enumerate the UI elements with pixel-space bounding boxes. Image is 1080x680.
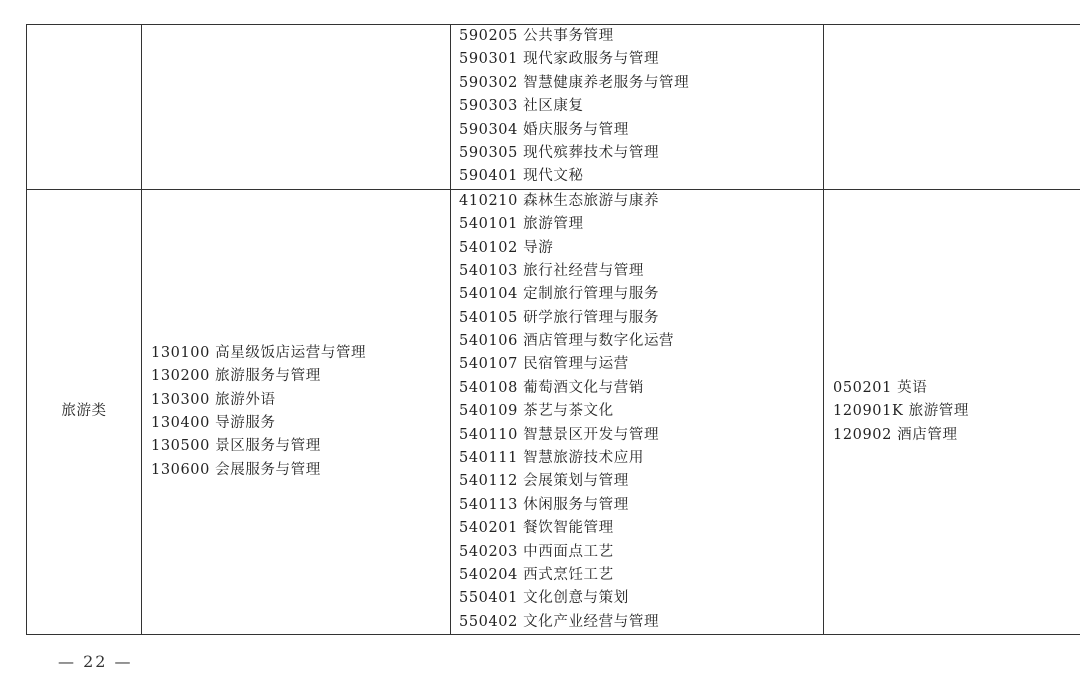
list-item: 590301 现代家政服务与管理: [459, 51, 660, 68]
category-cell: [27, 25, 142, 190]
list-item: 590305 现代殡葬技术与管理: [459, 144, 660, 161]
list-item: 540203 中西面点工艺: [459, 543, 614, 560]
list-item: 590303 社区康复: [459, 98, 584, 115]
table-row: [27, 25, 1080, 190]
table-row: [27, 189, 1080, 634]
list-item: 540101 旅游管理: [459, 216, 584, 233]
list-item: 540108 葡萄酒文化与营销: [459, 379, 644, 396]
list-item: 130200 旅游服务与管理: [151, 368, 321, 385]
list-item: 590304 婚庆服务与管理: [459, 121, 629, 138]
list-item: 540107 民宿管理与运营: [459, 356, 629, 373]
list-item: 540112 会展策划与管理: [459, 473, 629, 490]
list-item: 540109 茶艺与茶文化: [459, 403, 614, 420]
undergraduate-majors-cell: [824, 25, 1080, 190]
secondary-majors-cell: [142, 189, 451, 634]
secondary-majors-cell: [142, 25, 451, 190]
list-item: 540105 研学旅行管理与服务: [459, 309, 660, 326]
list-item: 550401 文化创意与策划: [459, 590, 629, 607]
higher-vocational-majors-cell: [451, 189, 824, 634]
list-item: 130400 导游服务: [151, 414, 276, 431]
list-item: 130600 会展服务与管理: [151, 461, 321, 478]
category-cell: [27, 189, 142, 634]
major-catalog-table: [26, 24, 1080, 635]
list-item: 410210 森林生态旅游与康养: [459, 192, 660, 209]
list-item: 540204 西式烹饪工艺: [459, 566, 614, 583]
list-item: 590401 现代文秘: [459, 168, 584, 185]
list-item: 120901K 旅游管理: [833, 403, 969, 420]
list-item: 130100 高星级饭店运营与管理: [151, 344, 367, 361]
undergraduate-majors-cell: [824, 189, 1080, 634]
list-item: 050201 英语: [833, 379, 928, 396]
list-item: 120902 酒店管理: [833, 426, 958, 443]
list-item: 130500 景区服务与管理: [151, 438, 321, 455]
page-number: — 22 —: [58, 652, 133, 671]
higher-vocational-majors-cell: [451, 25, 824, 190]
list-item: 130300 旅游外语: [151, 391, 276, 408]
list-item: 540106 酒店管理与数字化运营: [459, 333, 675, 350]
category-label: 旅游类: [61, 403, 107, 420]
list-item: 550402 文化产业经营与管理: [459, 613, 660, 630]
list-item: 540111 智慧旅游技术应用: [459, 450, 644, 467]
list-item: 590302 智慧健康养老服务与管理: [459, 74, 690, 91]
list-item: 590205 公共事务管理: [459, 28, 614, 44]
list-item: 540110 智慧景区开发与管理: [459, 426, 660, 443]
list-item: 540103 旅行社经营与管理: [459, 262, 644, 279]
list-item: 540102 导游: [459, 239, 554, 256]
list-item: 540113 休闲服务与管理: [459, 496, 629, 513]
list-item: 540201 餐饮智能管理: [459, 520, 614, 537]
list-item: 540104 定制旅行管理与服务: [459, 286, 660, 303]
